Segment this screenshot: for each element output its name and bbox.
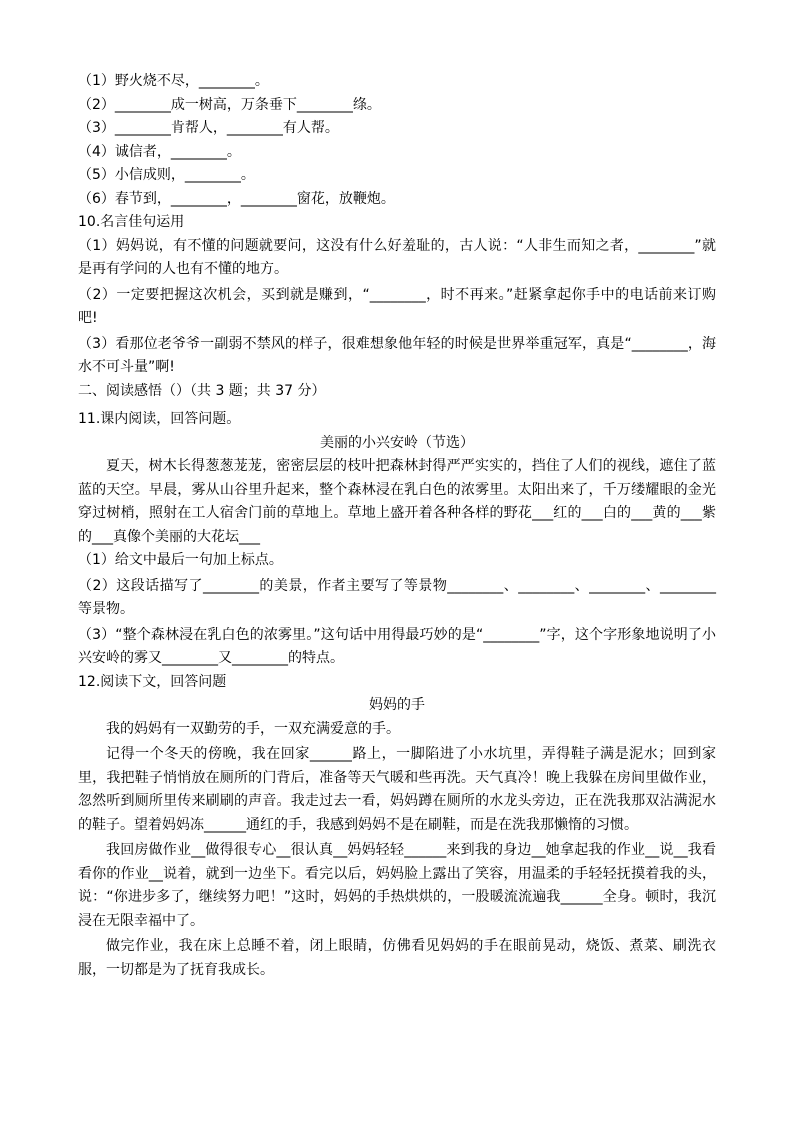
q10-block: [78, 211, 716, 380]
q9-item: （3）________肯帮人，________有人帮。: [78, 120, 339, 136]
q9-item: （2）________成一树高，万条垂下________绦。: [78, 96, 381, 113]
passage-paragraph: 夏天，树木长得葱葱茏茏，密密层层的枝叶把森林封得严严实实的，挡住了人们的视线，遮住了蓝蓝的天空。早晨，雾从山谷里升起来，整个森林浸在乳白色的浓雾里。太阳出来了，千万缕耀眼的金光穿过树梢，照射在工人宿舍门前的草地上。草地上盛开着各种各样的野花___红的___白的___黄的___紫的___真像个美丽的大花坛___: [78, 458, 716, 545]
q11-heading: 11.课内阅读，回答问题。: [78, 411, 241, 427]
passage-title: 美丽的小兴安岭（节选）: [320, 434, 474, 451]
q9-item: （5）小信成则，________。: [78, 167, 255, 183]
passage-paragraph: 做完作业，我在床上总睡不着，闭上眼睛，仿佛看见妈妈的手在眼前晃动，烧饭、煮菜、刷洗衣服，一切都是为了抚育我成长。: [78, 938, 716, 978]
section-heading: 二、阅读感悟（）（共 3 题；共 37 分）: [78, 382, 326, 399]
q10-heading: 10.名言佳句运用: [78, 214, 185, 230]
q11-question: （1）给文中最后一句加上标点。: [78, 552, 283, 568]
q10-item: （1）妈妈说，有不懂的问题就要问，这没有什么好羞耻的，古人说：“人非生而知之者，________”就是再有学问的人也有不懂的地方。: [78, 237, 716, 277]
q12-heading: 12.阅读下文，回答问题: [78, 673, 227, 690]
passage-paragraph: 我的妈妈有一双勤劳的手，一双充满爱意的手。: [106, 720, 400, 737]
q9-item: （4）诚信者，________。: [78, 143, 241, 160]
q11-question: （3）“整个森林浸在乳白色的浓雾里。”这句话中用得最巧妙的是“________”字，这个字形象地说明了小兴安岭的雾又________又________的特点。: [78, 626, 716, 666]
q11-question: （2）这段话描写了________的美景，作者主要写了等景物________、________、________、________等景物。: [78, 577, 716, 617]
q9-item: （1）野火烧不尽，________。: [78, 73, 269, 89]
q9-item: （6）春节到，________，________窗花，放鞭炮。: [78, 190, 395, 207]
passage-paragraph: 我回房做作业__做得很专心__很认真__妈妈轻轻______来到我的身边__她拿起我的作业__说__我看看你的作业__说着，就到一边坐下。看完以后，妈妈脸上露出了笑容，用温柔的手轻轻抚摸着我的头，说：“你进步多了，继续努力吧！”这时，妈妈的手热烘烘的，一股暖流流遍我______全身。顿时，我沉浸在无限幸福中了。: [78, 842, 716, 929]
q10-item: （2）一定要把握这次机会，买到就是赚到，“________，时不再来。”赶紧拿起你手中的电话前来订购吧!: [78, 286, 716, 326]
q9-list: [78, 70, 716, 211]
q10-item: （3）看那位老爷爷一副弱不禁风的样子，很难想象他年轻的时候是世界举重冠军，真是“________，海水不可斗量”啊!: [78, 335, 716, 375]
passage-paragraph: 记得一个冬天的傍晚，我在回家______路上，一脚陷进了小水坑里，弄得鞋子满是泥水；回到家里，我把鞋子悄悄放在厕所的门背后，准备等天气暖和些再洗。天气真冷！晚上我躲在房间里做作业，忽然听到厕所里传来刷刷的声音。我走过去一看，妈妈蹲在厕所的水龙头旁边，正在洗我那双沾满泥水的鞋子。望着妈妈冻______通红的手，我感到妈妈不是在刷鞋，而是在洗我那懒惰的习惯。: [78, 746, 716, 833]
exam-page: [78, 70, 716, 982]
q11-block: [78, 408, 716, 671]
passage-title: 妈妈的手: [369, 697, 425, 713]
q12-block: [78, 671, 716, 983]
